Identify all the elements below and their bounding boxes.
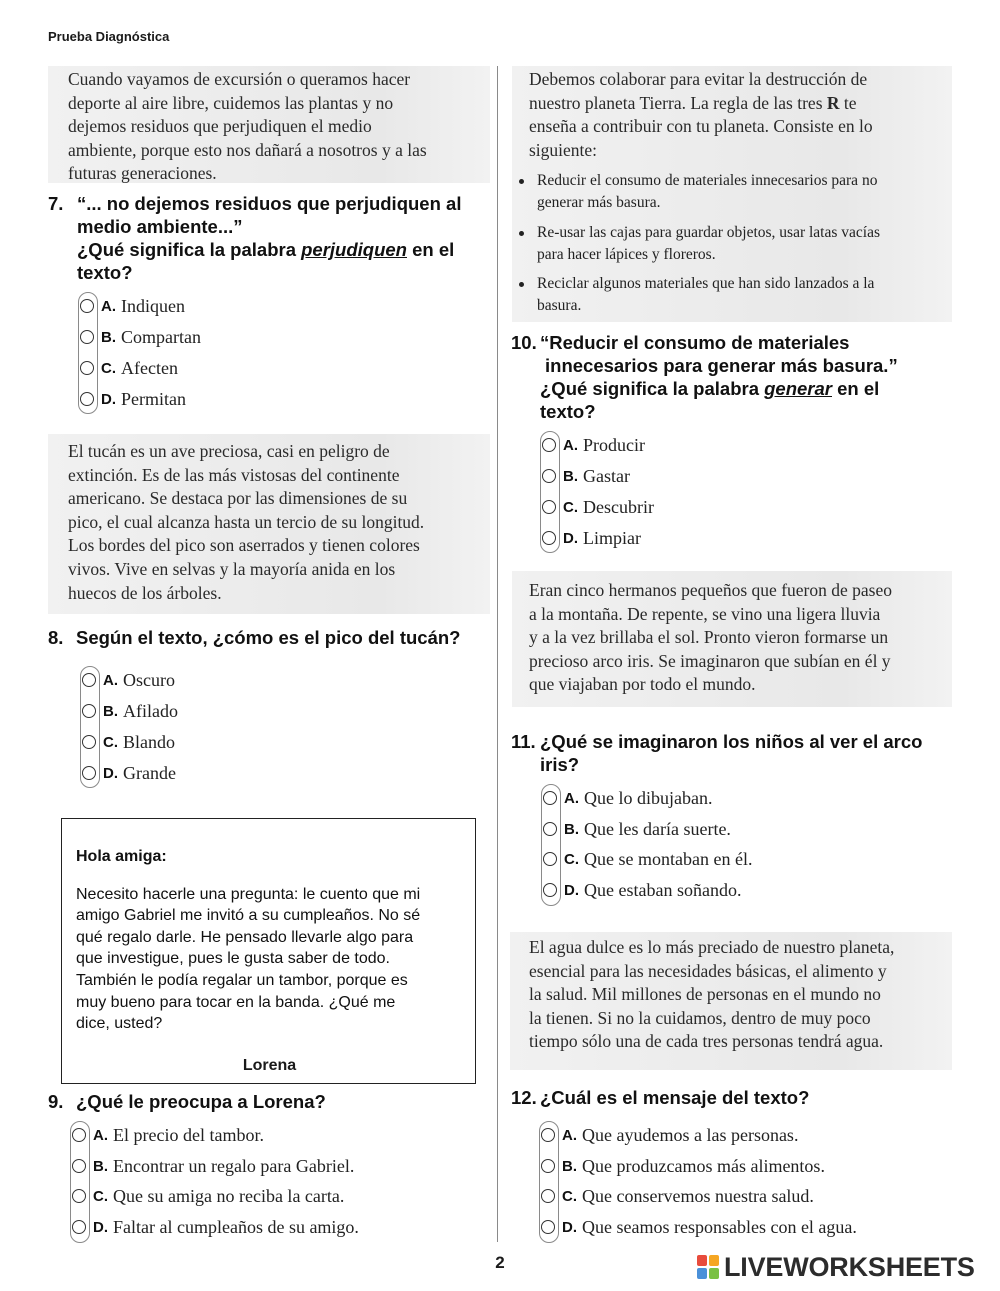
radio-button[interactable] [542,438,556,452]
radio-button[interactable] [72,1220,86,1234]
question-text: “Reducir el consumo de materiales [540,332,850,353]
question-text: ¿Cuál es el mensaje del texto? [540,1087,810,1108]
question-text: ¿Qué le preocupa a Lorena? [76,1091,326,1112]
option-q11-c[interactable]: C. Que se montaban en él. [541,847,752,871]
logo-square [709,1268,719,1279]
passage-line: tiempo sólo una de cada tres personas tendrá agua. [529,1031,884,1052]
passage-line: precioso arco iris. Se imaginaron que subían en él y [529,650,891,671]
option-q12-d[interactable]: D. Que seamos responsables con el agua. [539,1215,857,1239]
letter-line: También le podía regalar un tambor, porque es [76,971,408,989]
passage-line: extinción. Es de las más vistosas del continente [68,464,400,485]
liveworksheets-wordmark: LIVEWORKSHEETS [724,1252,975,1282]
letter-line: dice, usted? [76,1015,163,1033]
letter-line: qué regalo darle. He pensado llevarle algo para [76,928,414,946]
radio-button[interactable] [541,1189,555,1203]
question-text: medio ambiente...” [77,216,243,237]
passage-line: El tucán es un ave preciosa, casi en peligro de [68,441,390,461]
radio-button[interactable] [541,1220,555,1234]
passage-agua [510,932,952,1070]
option-q12-c[interactable]: C. Que conservemos nuestra salud. [539,1184,814,1208]
radio-button[interactable] [82,704,96,718]
question-number: 10. [511,332,537,353]
options-q7 [78,292,298,414]
option-q12-b[interactable]: B. Que produzcamos más alimentos. [539,1154,825,1178]
letter-line: Necesito hacerle una pregunta: le cuento que mi [76,885,421,903]
radio-button[interactable] [543,883,557,897]
radio-button[interactable] [541,1159,555,1173]
question-12 [511,1086,956,1109]
passage-arco-iris [512,571,952,707]
bullet-dot [519,231,524,236]
radio-button[interactable] [80,392,94,406]
option-q10-c[interactable]: C. Descubrir [540,495,654,519]
letter-content [76,846,461,1035]
option-q7-a[interactable]: A. Indiquen [78,294,185,318]
question-10 [511,331,956,423]
passage-line: dejemos residuos que perjudiquen el medio [68,116,372,137]
page-number: 2 [495,1253,505,1272]
options-q8 [80,666,300,788]
radio-button[interactable] [542,469,556,483]
passage-line: El agua dulce es lo más preciado de nuestro planeta, [529,937,895,957]
radio-button[interactable] [80,330,94,344]
logo-square [709,1255,719,1266]
radio-button[interactable] [82,766,96,780]
bullet-item: Re-usar las cajas para guardar objetos, usar latas vacías para hacer lápices y floreros. [519,222,939,266]
passage-excursion [48,66,490,183]
passage-line: huecos de los árboles. [68,582,222,603]
passage-line: futuras generaciones. [68,163,217,184]
passage-line: nuestro planeta Tierra. La regla de las tres R te [529,92,857,113]
bullet-item: Reducir el consumo de materiales innecesarios para no generar más basura. [519,170,939,214]
passage-tucan [48,434,490,614]
letter-box [61,818,476,1084]
option-q7-b[interactable]: B. Compartan [78,325,201,349]
logo-square [697,1255,707,1266]
passage-line: ambiente, porque esto nos dañará a nosotros y a las [68,139,427,160]
option-q11-b[interactable]: B. Que les daría suerte. [541,817,731,841]
option-q12-a[interactable]: A. Que ayudemos a las personas. [539,1123,798,1147]
passage-line: la salud. Mil millones de personas en el mundo no [529,984,881,1005]
letter-line: amigo Gabriel me invitó a su cumpleaños. No sé [76,907,421,925]
question-number: 7. [48,193,64,214]
radio-button[interactable] [82,673,96,687]
page-header-title: Prueba Diagnóstica [48,29,170,44]
option-q11-a[interactable]: A. Que lo dibujaban. [541,786,712,810]
question-text: innecesarios para generar más basura.” [545,355,898,376]
question-number: 12. [511,1087,537,1108]
radio-button[interactable] [80,361,94,375]
key-word: generar [764,378,832,399]
radio-button[interactable] [80,299,94,313]
option-q8-d[interactable]: D. Grande [80,761,176,785]
options-q10 [540,431,760,553]
radio-button[interactable] [72,1189,86,1203]
passage-line: esencial para las necesidades básicas, el alimento y [529,960,887,981]
radio-button[interactable] [541,1128,555,1142]
passage-line: enseña a contribuir con tu planeta. Consiste en lo [529,116,873,137]
option-q9-d[interactable]: D. Faltar al cumpleaños de su amigo. [70,1215,359,1239]
option-q10-a[interactable]: A. Producir [540,433,645,457]
bullet-list [519,170,939,320]
question-text: texto? [540,401,596,422]
passage-line: a la montaña. De repente, se vino una ligera lluvia [529,603,881,624]
radio-button[interactable] [543,791,557,805]
question-text: ¿Qué significa la palabra generar en el [540,378,880,399]
letter-line: que investigue, pues le gusta saber de todo. [76,950,390,968]
question-8 [48,626,493,649]
bullet-dot [519,282,524,287]
question-text: ¿Qué significa la palabra perjudiquen en el [77,239,455,260]
liveworksheets-logo[interactable] [697,1254,975,1281]
option-q8-b[interactable]: B. Afilado [80,699,178,723]
bullet-dot [519,179,524,184]
letter-signature: Lorena [242,1057,297,1074]
letter-greeting: Hola amiga: [76,848,167,865]
logo-square [697,1268,707,1279]
question-text: “... no dejemos residuos que perjudiquen al [77,193,462,214]
question-11 [511,730,956,776]
passage-line: Eran cinco hermanos pequeños que fueron de paseo [529,580,892,600]
passage-line: la tienen. Si no la cuidamos, dentro de muy poco [529,1007,871,1028]
option-q7-c[interactable]: C. Afecten [78,356,178,380]
option-q11-d[interactable]: D. Que estaban soñando. [541,878,741,902]
radio-button[interactable] [543,822,557,836]
option-q7-d[interactable]: D. Permitan [78,387,186,411]
liveworksheets-logo-icon [697,1255,721,1281]
passage-line: y a la vez brillaba el sol. Pronto vieron formarse un [529,627,889,648]
question-7 [48,192,488,284]
question-text: ¿Qué se imaginaron los niños al ver el arco [540,731,923,752]
question-number: 9. [48,1091,64,1112]
option-q9-a[interactable]: A. El precio del tambor. [70,1123,264,1147]
option-q8-c[interactable]: C. Blando [80,730,175,754]
passage-line: vivos. Vive en selvas y la mayoría anida en los [68,558,396,579]
option-q8-a[interactable]: A. Oscuro [80,668,175,692]
question-number: 11. [511,731,536,752]
passage-line: americano. Se destaca por las dimensiones de su [68,488,408,509]
passage-line: que viajaban por todo el mundo. [529,674,756,695]
radio-button[interactable] [82,735,96,749]
radio-button[interactable] [543,852,557,866]
question-text: iris? [540,754,580,775]
options-q12 [539,1121,939,1243]
radio-button[interactable] [542,500,556,514]
options-q11 [541,784,801,906]
options-q9 [70,1121,470,1243]
option-q10-d[interactable]: D. Limpiar [540,526,641,550]
option-q10-b[interactable]: B. Gastar [540,464,630,488]
radio-button[interactable] [542,531,556,545]
letter-line: muy bueno para tocar en la banda. ¿Qué me [76,993,396,1011]
passage-line: Debemos colaborar para evitar la destrucción de [529,69,868,89]
passage-line: deporte al aire libre, cuidemos las plantas y no [68,92,394,113]
question-text: Según el texto, ¿cómo es el pico del tucán? [76,627,461,648]
radio-button[interactable] [72,1128,86,1142]
question-text: texto? [77,262,133,283]
passage-line: Cuando vayamos de excursión o queramos hacer [68,69,411,89]
question-9 [48,1090,488,1113]
question-number: 8. [48,627,64,648]
column-divider [497,66,498,1242]
radio-button[interactable] [72,1159,86,1173]
passage-line: Los bordes del pico son aserrados y tienen colores [68,535,420,556]
option-q9-c[interactable]: C. Que su amiga no reciba la carta. [70,1184,344,1208]
bold-letter: R [826,92,840,113]
bullet-item: Reciclar algunos materiales que han sido lanzados a la basura. [519,273,939,317]
key-word: perjudiquen [301,239,407,260]
option-q9-b[interactable]: B. Encontrar un regalo para Gabriel. [70,1154,354,1178]
passage-line: pico, el cual alcanza hasta un tercio de su longitud. [68,511,425,532]
passage-line: siguiente: [529,139,598,160]
